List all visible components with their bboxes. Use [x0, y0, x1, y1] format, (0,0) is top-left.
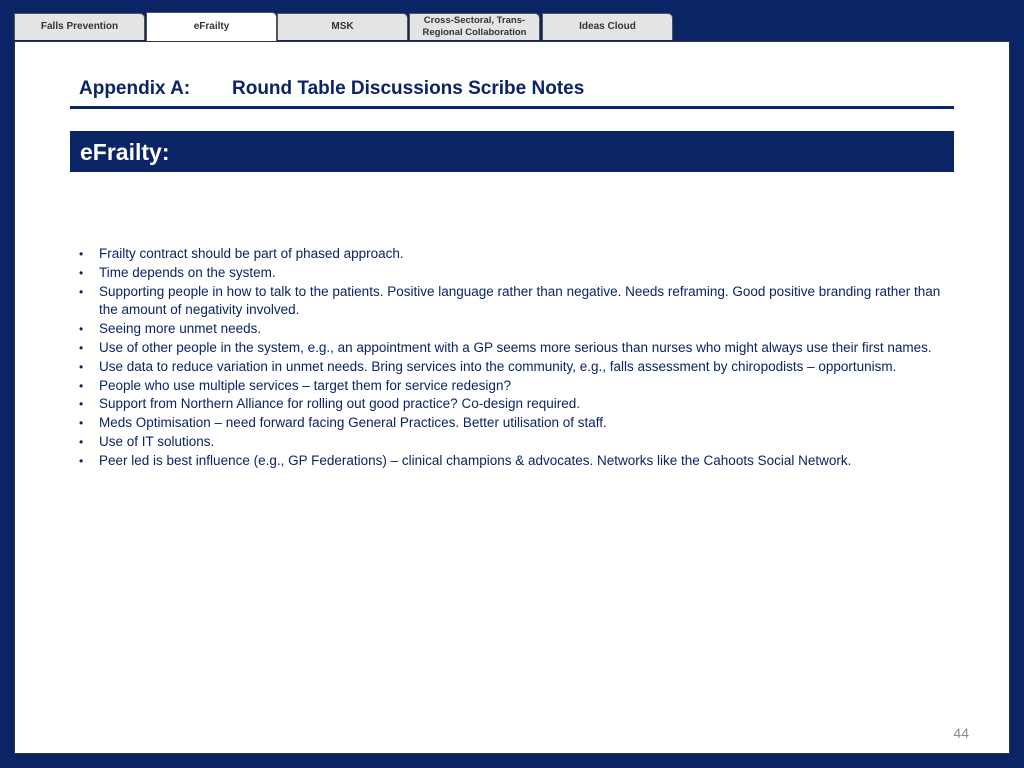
- list-item: [77, 433, 947, 452]
- scribe-notes-list: [77, 245, 947, 471]
- tab-cross-sectoral-label-line1: Cross-Sectoral, Trans-: [423, 15, 526, 26]
- bullet-icon: •: [79, 416, 84, 431]
- bullet-icon: •: [79, 434, 84, 449]
- list-item: [77, 283, 947, 321]
- note-text: Meds Optimisation – need forward facing General Practices. Better utilisation of staff.: [99, 415, 607, 431]
- tab-cross-sectoral-collaboration[interactable]: [409, 13, 540, 40]
- note-text: Use of IT solutions.: [99, 433, 215, 449]
- note-text: Use of other people in the system, e.g., an appointment with a GP seems more serious than nurses who might always use their first names.: [99, 339, 932, 355]
- list-item: [77, 245, 947, 264]
- bullet-icon: •: [79, 322, 84, 337]
- note-text: Support from Northern Alliance for rolling out good practice? Co-design required.: [99, 396, 581, 412]
- bullet-icon: •: [79, 359, 84, 374]
- slide-content: [14, 41, 1010, 754]
- list-item: [77, 395, 947, 414]
- bullet-icon: •: [79, 397, 84, 412]
- note-text: Peer led is best influence (e.g., GP Federations) – clinical champions & advocates. Networks like the Cahoots Social Network.: [99, 452, 852, 468]
- bullet-icon: •: [79, 265, 84, 280]
- note-text: Seeing more unmet needs.: [99, 321, 262, 337]
- tab-efrailty[interactable]: [146, 12, 277, 41]
- list-item: [77, 452, 947, 471]
- tab-msk[interactable]: [277, 13, 408, 40]
- page-title: Round Table Discussions Scribe Notes: [232, 78, 585, 99]
- bullet-icon: •: [79, 453, 84, 468]
- bullet-icon: •: [79, 247, 84, 261]
- note-text: People who use multiple services – target them for service redesign?: [99, 377, 511, 393]
- list-item: [77, 358, 947, 377]
- list-item: [77, 339, 947, 358]
- bullet-icon: •: [79, 284, 84, 299]
- note-text: Supporting people in how to talk to the patients. Positive language rather than negative. Needs reframing. Good positive branding rather than the amount of negativity involved.: [99, 283, 941, 318]
- section-heading: eFrailty:: [70, 131, 954, 172]
- bullet-icon: •: [79, 378, 84, 393]
- list-item: [77, 377, 947, 396]
- tab-falls-prevention[interactable]: [14, 13, 145, 40]
- list-item: [77, 264, 947, 283]
- tab-cross-sectoral-label-line2: Regional Collaboration: [422, 27, 527, 38]
- list-item: [77, 320, 947, 339]
- list-item: [77, 414, 947, 433]
- note-text: Use data to reduce variation in unmet needs. Bring services into the community, e.g., falls assessment by chiropodists – opportunism.: [99, 358, 897, 374]
- title-divider: [70, 106, 954, 109]
- tab-falls-prevention-label: Falls Prevention: [40, 21, 119, 32]
- tab-efrailty-label: eFrailty: [193, 21, 230, 32]
- tab-ideas-cloud-label: Ideas Cloud: [579, 21, 636, 32]
- bullet-icon: •: [79, 340, 84, 355]
- page-number: 44: [953, 725, 969, 741]
- appendix-label: Appendix A:: [79, 78, 191, 99]
- slide-title: [79, 76, 953, 106]
- note-text: Frailty contract should be part of phased approach.: [99, 246, 404, 261]
- tab-ideas-cloud[interactable]: [542, 13, 673, 40]
- tab-msk-label: MSK: [331, 21, 354, 32]
- note-text: Time depends on the system.: [99, 264, 276, 280]
